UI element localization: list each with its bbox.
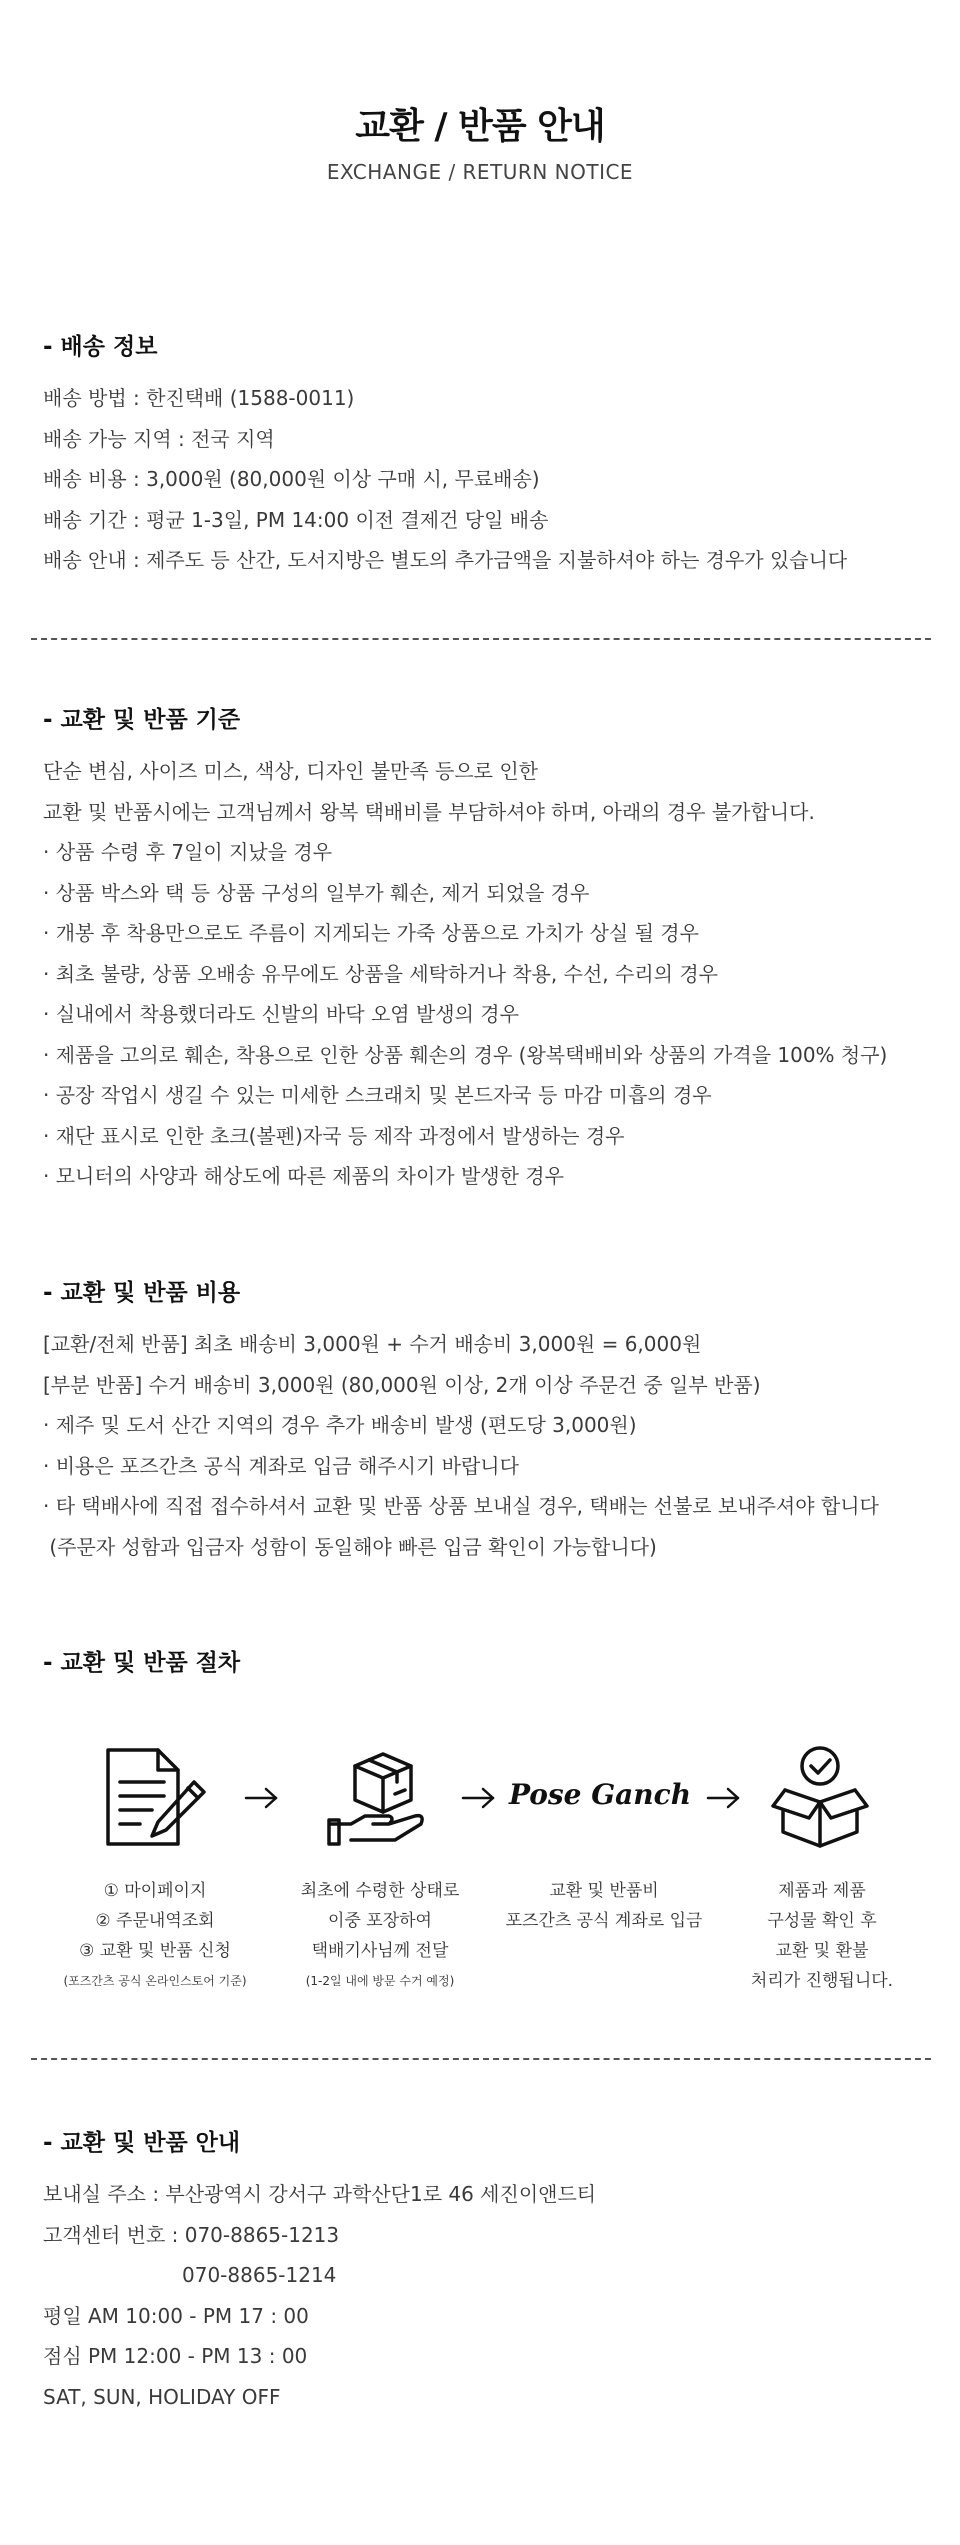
arrow-right-icon [706, 1786, 742, 1810]
criteria-line: 교환 및 반품시에는 고객님께서 왕복 택배비를 부담하셔야 하며, 아래의 경우 불가합니다. [43, 799, 815, 824]
info-hours-weekday: 평일 AM 10:00 - PM 17 : 00 [43, 2303, 309, 2328]
procedure-section [43, 1648, 923, 1694]
criteria-line: · 상품 수령 후 7일이 지났을 경우 [43, 840, 333, 864]
step-3-line: 교환 및 반품비 [549, 1881, 659, 1901]
box-hand-icon [325, 1744, 435, 1854]
info-hours-lunch: 점심 PM 12:00 - PM 13 : 00 [43, 2344, 308, 2368]
step-caption-2 [260, 1876, 500, 1996]
procedure-title: - 교환 및 반품 절차 [43, 1650, 241, 1676]
step-2-line: 택배기사님께 전달 [311, 1941, 449, 1961]
arrow-right-icon [461, 1786, 497, 1810]
criteria-line: · 공장 작업시 생길 수 있는 미세한 스크래치 및 본드자국 등 마감 미흡의 경우 [43, 1083, 712, 1107]
step-caption-4 [702, 1876, 942, 1996]
step-4-line: 제품과 제품 [778, 1881, 866, 1901]
step-4-line: 교환 및 환불 [775, 1941, 869, 1961]
criteria-section [43, 705, 923, 1197]
step-1-line: ② 주문내역조회 [95, 1911, 215, 1931]
step-caption-3 [484, 1876, 724, 1936]
shipping-line: 배송 안내 : 제주도 등 산간, 도서지방은 별도의 추가금액을 지불하셔야 하는 경우가 있습니다 [43, 548, 848, 572]
criteria-line: · 제품을 고의로 훼손, 착용으로 인한 상품 훼손의 경우 (왕복택배비와 상품의 가격을 100% 청구) [43, 1042, 888, 1067]
step-1-line: ③ 교환 및 반품 신청 [79, 1941, 231, 1961]
shipping-line: 배송 비용 : 3,000원 (80,000원 이상 구매 시, 무료배송) [43, 467, 540, 491]
page-title: 교환 / 반품 안내 [355, 106, 605, 147]
step-2-note: (1-2일 내에 방문 수거 예정) [305, 1974, 455, 1988]
info-phone-secondary: 070-8865-1214 [182, 2263, 337, 2287]
criteria-line: · 재단 표시로 인한 초크(볼펜)자국 등 제작 과정에서 발생하는 경우 [43, 1123, 625, 1148]
info-section [43, 2128, 923, 2417]
step-3-line: 포즈간츠 공식 계좌로 입금 [505, 1911, 703, 1931]
step-1-note: (포즈간츠 공식 온라인스토어 기준) [63, 1974, 247, 1988]
step-1-line: ① 마이페이지 [103, 1881, 207, 1901]
cost-title: - 교환 및 반품 비용 [43, 1280, 241, 1306]
shipping-line: 배송 기간 : 평균 1-3일, PM 14:00 이전 결제건 당일 배송 [43, 507, 549, 532]
cost-line: · 제주 및 도서 산간 지역의 경우 추가 배송비 발생 (편도당 3,000원) [43, 1413, 637, 1437]
cost-line: [교환/전체 반품] 최초 배송비 3,000원 + 수거 배송비 3,000원 = 6,000원 [43, 1332, 702, 1356]
step-caption-1 [35, 1876, 275, 1996]
cost-line: · 타 택배사에 직접 접수하셔서 교환 및 반품 상품 보내실 경우, 택배는 선불로 보내주셔야 합니다 [43, 1494, 879, 1518]
arrow-right-icon [244, 1786, 280, 1810]
criteria-line: · 모니터의 사양과 해상도에 따른 제품의 차이가 발생한 경우 [43, 1164, 564, 1188]
cost-line: · 비용은 포즈간츠 공식 계좌로 입금 해주시기 바랍니다 [43, 1453, 519, 1478]
criteria-title: - 교환 및 반품 기준 [43, 707, 241, 733]
shipping-line: 배송 가능 지역 : 전국 지역 [43, 426, 275, 451]
criteria-line: 단순 변심, 사이즈 미스, 색상, 디자인 불만족 등으로 인한 [43, 759, 538, 783]
open-box-check-icon [765, 1742, 875, 1852]
page-subtitle: EXCHANGE / RETURN NOTICE [326, 160, 634, 184]
shipping-line: 배송 방법 : 한진택배 (1588-0011) [43, 386, 355, 410]
brand-logo-text: Pose Ganch [508, 1778, 692, 1811]
criteria-line: · 개봉 후 착용만으로도 주름이 지게되는 가죽 상품으로 가치가 상실 될 경우 [43, 921, 699, 945]
criteria-line: · 최초 불량, 상품 오배송 유무에도 상품을 세탁하거나 착용, 수선, 수리의 경우 [43, 961, 718, 986]
shipping-section [43, 332, 923, 581]
info-title: - 교환 및 반품 안내 [43, 2130, 241, 2156]
section-divider [31, 638, 931, 640]
shipping-title: - 배송 정보 [43, 334, 158, 360]
cost-line: [부분 반품] 수거 배송비 3,000원 (80,000원 이상, 2개 이상 주문건 중 일부 반품) [43, 1372, 761, 1397]
step-2-line: 최초에 수령한 상태로 [300, 1881, 460, 1901]
step-2-line: 이중 포장하여 [328, 1911, 432, 1931]
cost-section [43, 1278, 923, 1567]
section-divider [31, 2058, 931, 2060]
info-hours-off: SAT, SUN, HOLIDAY OFF [43, 2384, 281, 2409]
step-4-line: 구성물 확인 후 [767, 1911, 877, 1931]
info-phone: 고객센터 번호 : 070-8865-1213 [43, 2222, 340, 2247]
document-pen-icon [100, 1742, 210, 1852]
step-4-line: 처리가 진행됩니다. [750, 1971, 894, 1991]
criteria-line: · 실내에서 착용했더라도 신발의 바닥 오염 발생의 경우 [43, 1002, 519, 1026]
criteria-line: · 상품 박스와 택 등 상품 구성의 일부가 훼손, 제거 되었을 경우 [43, 880, 590, 905]
info-address: 보내실 주소 : 부산광역시 강서구 과학산단1로 46 세진이앤드티 [43, 2182, 597, 2206]
cost-line: (주문자 성함과 입금자 성함이 동일해야 빠른 입금 확인이 가능합니다) [43, 1534, 657, 1559]
